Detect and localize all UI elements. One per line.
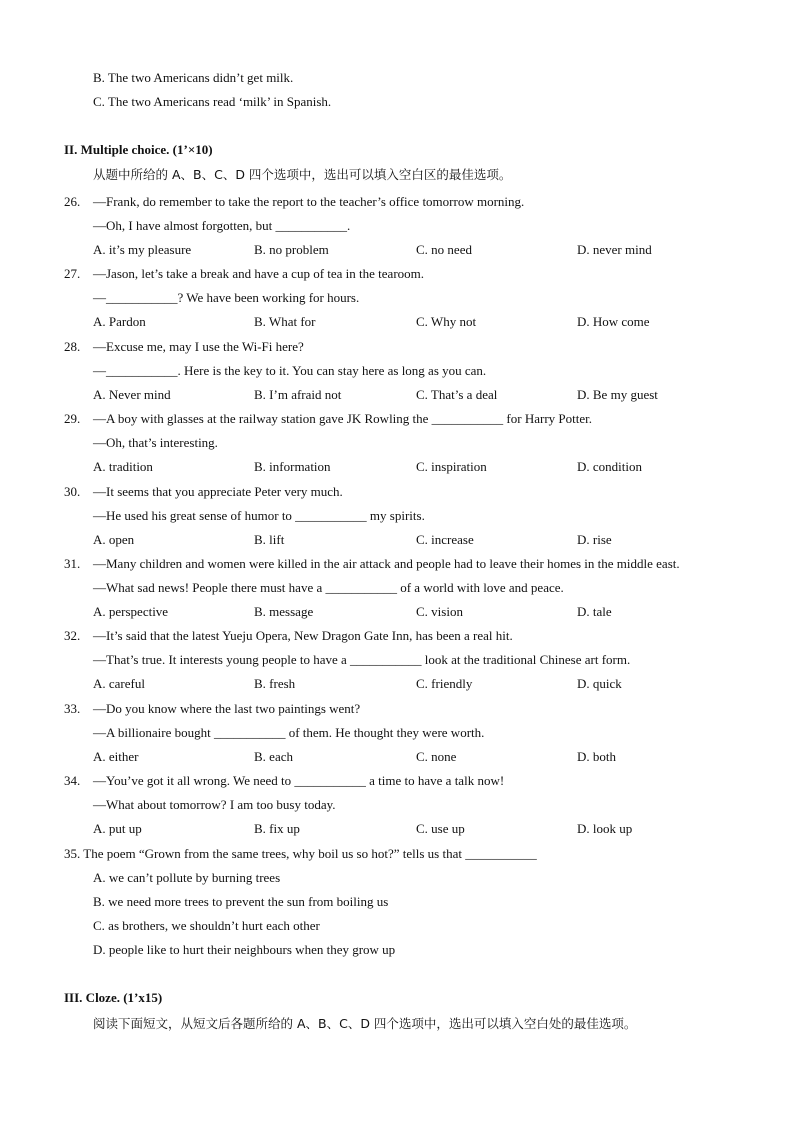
question-number: 33.	[64, 700, 81, 716]
question-option-c: C. inspiration	[416, 459, 487, 475]
question-option-b: B. lift	[254, 531, 285, 547]
question-35-option-b: B. we need more trees to prevent the sun from boiling us	[93, 894, 389, 909]
top-option-b: B. The two Americans didn’t get milk.	[93, 70, 294, 85]
question-35-option-a: A. we can’t pollute by burning trees	[93, 870, 281, 885]
question-prompt: —Frank, do remember to take the report to the teacher’s office tomorrow morning.	[93, 194, 525, 209]
question-35-option-c: C. as brothers, we shouldn’t hurt each other	[93, 918, 320, 933]
question-option-c: C. friendly	[416, 676, 473, 692]
question-response: —Oh, I have almost forgotten, but ___________.	[93, 218, 351, 233]
question-number: 34.	[64, 773, 81, 789]
question-prompt: —It’s said that the latest Yueju Opera, New Dragon Gate Inn, has been a real hit.	[93, 628, 513, 644]
question-prompt: —Excuse me, may I use the Wi-Fi here?	[93, 338, 304, 354]
question-option-a: A. Pardon	[93, 314, 146, 330]
question-option-b: B. fresh	[254, 676, 296, 692]
section-3-heading: III. Cloze. (1’x15)	[64, 990, 163, 1005]
question-option-b: B. What for	[254, 314, 316, 330]
question-option-b: B. fix up	[254, 821, 300, 837]
question-prompt: —Many children and women were killed in the air attack and people had to leave their homes in the middle east.	[93, 556, 680, 571]
question-number: 31.	[64, 556, 81, 571]
question-option-d: D. tale	[577, 604, 612, 619]
question-option-b: B. message	[254, 604, 314, 619]
question-prompt: —Jason, let’s take a break and have a cup of tea in the tearoom.	[93, 266, 425, 282]
question-option-c: C. none	[416, 748, 457, 764]
question-response: —Oh, that’s interesting.	[93, 435, 218, 451]
question-response: —He used his great sense of humor to ___________ my spirits.	[93, 507, 425, 523]
question-option-c: C. increase	[416, 531, 474, 547]
question-number: 32.	[64, 628, 81, 644]
section-2-heading: II. Multiple choice. (1’×10)	[64, 142, 213, 157]
question-option-a: A. open	[93, 531, 135, 547]
question-option-c: C. Why not	[416, 314, 477, 330]
question-number: 27.	[64, 266, 81, 282]
question-option-b: B. information	[254, 459, 331, 475]
question-number: 30.	[64, 483, 81, 499]
question-option-d: D. condition	[577, 459, 642, 475]
question-35-option-d: D. people like to hurt their neighbours when they grow up	[93, 942, 396, 957]
section-3-instruction: 阅读下面短文，从短文后各题所给的 A、B、C、D 四个选项中，选出可以填入空白处的最佳选项。	[93, 1016, 637, 1031]
question-option-c: C. That’s a deal	[416, 386, 498, 402]
question-response: —___________? We have been working for hours.	[93, 290, 360, 306]
question-option-a: A. tradition	[93, 459, 153, 475]
question-option-d: D. How come	[577, 314, 650, 330]
question-prompt: —You’ve got it all wrong. We need to ___________ a time to have a talk now!	[93, 773, 505, 789]
question-number: 28.	[64, 338, 81, 354]
question-response: —___________. Here is the key to it. You can stay here as long as you can.	[93, 362, 487, 378]
question-option-a: A. careful	[93, 676, 145, 692]
top-option-c: C. The two Americans read ‘milk’ in Spanish.	[93, 94, 332, 109]
section-2-instruction: 从题中所给的 A、B、C、D 四个选项中，选出可以填入空白区的最佳选项。	[93, 167, 512, 182]
question-response: —What about tomorrow? I am too busy today.	[93, 797, 336, 813]
question-option-d: D. Be my guest	[577, 386, 658, 402]
question-option-c: C. use up	[416, 821, 465, 837]
question-option-b: B. each	[254, 748, 293, 764]
question-number: 26.	[64, 194, 81, 209]
question-option-d: D. rise	[577, 531, 612, 547]
question-option-d: D. never mind	[577, 242, 652, 257]
question-option-a: A. either	[93, 748, 139, 764]
question-option-a: A. it’s my pleasure	[93, 242, 192, 257]
question-option-a: A. put up	[93, 821, 142, 837]
question-prompt: —Do you know where the last two paintings went?	[93, 700, 361, 716]
question-option-c: C. no need	[416, 242, 472, 257]
question-option-d: D. both	[577, 748, 616, 764]
question-option-a: A. Never mind	[93, 386, 171, 402]
question-response: —A billionaire bought ___________ of them. He thought they were worth.	[93, 724, 485, 740]
question-option-b: B. I’m afraid not	[254, 386, 342, 402]
question-response: —What sad news! People there must have a ___________ of a world with love and peace.	[93, 580, 564, 595]
question-option-a: A. perspective	[93, 604, 169, 619]
question-prompt: —A boy with glasses at the railway station gave JK Rowling the ___________ for Harry Potter.	[93, 411, 592, 427]
question-option-c: C. vision	[416, 604, 463, 619]
question-option-d: D. look up	[577, 821, 633, 837]
question-response: —That’s true. It interests young people to have a ___________ look at the traditional Chinese art form.	[93, 652, 631, 668]
question-number: 29.	[64, 411, 81, 427]
question-option-b: B. no problem	[254, 242, 329, 257]
question-option-d: D. quick	[577, 676, 622, 692]
question-35-stem: 35. The poem “Grown from the same trees, why boil us so hot?” tells us that ___________	[64, 846, 537, 861]
question-prompt: —It seems that you appreciate Peter very much.	[93, 483, 343, 499]
